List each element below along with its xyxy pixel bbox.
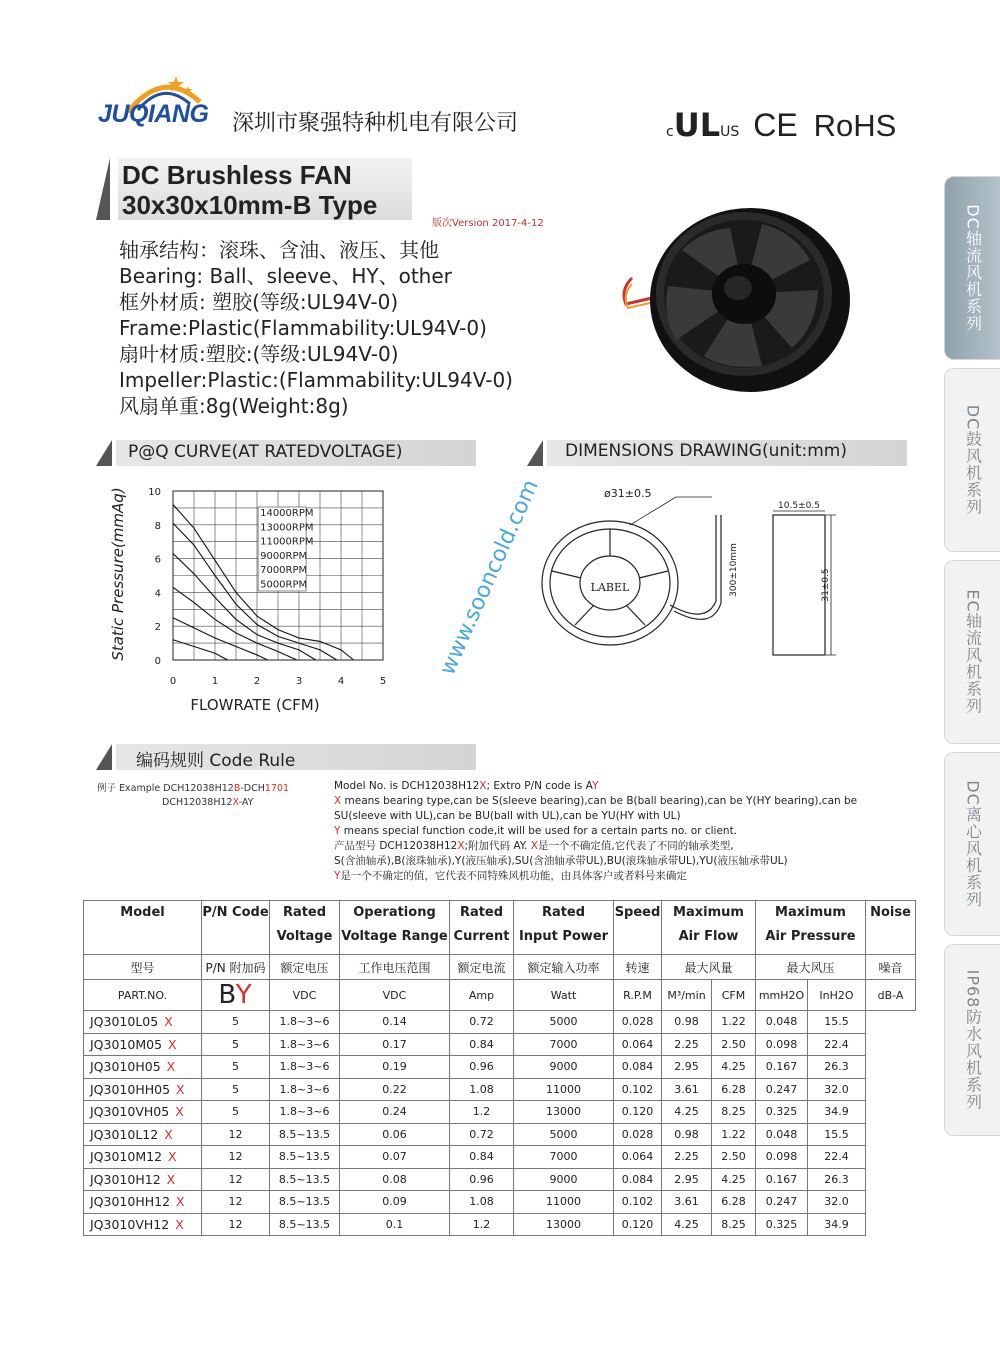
cell-cfm: 2.25 (662, 1033, 712, 1056)
side-tab-label: EC轴流风机系列 (963, 589, 983, 715)
cell-watt: 0.96 (450, 1056, 514, 1079)
header-air-flow: Maximum Air Flow (662, 901, 756, 955)
header-cn: P/N 附加码 (202, 955, 270, 980)
cell-cfm: 3.61 (662, 1191, 712, 1214)
cell-inh2o: 0.167 (756, 1168, 808, 1191)
section-title-pq: P@Q CURVE(AT RATEDVOLTAGE) (128, 442, 403, 462)
chart-x-tick-label: 0 (169, 676, 177, 687)
table-units-row (84, 980, 916, 1011)
chart-series-line (173, 587, 297, 660)
model-suffix: X (168, 1149, 177, 1165)
chart-xlabel: FLOWRATE (CFM) (190, 696, 320, 714)
chart-legend-label: 7000RPM (260, 565, 308, 577)
side-tab-label: DC轴流风机系列 (963, 204, 983, 332)
cell-cfm: 3.61 (662, 1078, 712, 1101)
cell-range: 8.5~13.5 (270, 1168, 340, 1191)
model-cell (84, 1078, 202, 1101)
cell-mmh2o: 4.25 (712, 1056, 756, 1079)
cell-range: 1.8~3~6 (270, 1078, 340, 1101)
model-suffix: X (164, 1126, 173, 1142)
cell-amp: 0.09 (340, 1191, 450, 1214)
cell-rpm: 7000 (514, 1033, 614, 1056)
model-suffix: X (166, 1171, 176, 1187)
model-suffix: X (175, 1104, 184, 1120)
cell-v: 5 (202, 1033, 270, 1056)
cell-rpm: 11000 (514, 1078, 614, 1101)
cell-rpm: 13000 (514, 1213, 614, 1236)
code-rule-text: ; Extro P/N code is A (486, 780, 593, 792)
model-number: JQ3010H05 (90, 1059, 161, 1075)
code-rule-text: 产品型号 DCH12038H12 (334, 840, 458, 852)
code-example-red: 1701 (264, 783, 290, 794)
cell-db: 32.0 (808, 1191, 866, 1214)
chart-series-line (173, 618, 268, 660)
cell-amp: 0.19 (340, 1056, 450, 1079)
header-rated-current: Rated Current (450, 901, 514, 955)
spec-line: 扇叶材质:塑胶:(等级:UL94V-0) (119, 342, 399, 366)
certification-marks (666, 106, 896, 144)
cell-mmh2o: 1.22 (712, 1011, 756, 1034)
code-rule-line: SU(sleeve with UL),can be BU(ball with UL),can be YU(HY with UL) (334, 810, 681, 822)
code-rule-red: Y (334, 825, 341, 837)
cell-inh2o: 0.247 (756, 1078, 808, 1101)
cell-m3: 0.028 (614, 1011, 662, 1034)
code-rule-line (334, 794, 934, 809)
cell-watt: 1.08 (450, 1191, 514, 1214)
table-row (84, 1168, 916, 1191)
model-number: JQ3010M12 (90, 1149, 163, 1165)
cell-range: 1.8~3~6 (270, 1033, 340, 1056)
code-example-red: X (232, 797, 239, 808)
side-tab-label: IP68防水风机系列 (963, 969, 983, 1111)
section-header-pq (116, 440, 476, 466)
cell-inh2o: 0.048 (756, 1123, 808, 1146)
chart-y-tick-label: 10 (148, 487, 161, 498)
spec-line: 轴承结构：滚珠、含油、液压、其他 (119, 238, 439, 262)
cell-watt: 0.72 (450, 1011, 514, 1034)
cell-inh2o: 0.325 (756, 1213, 808, 1236)
code-rule-line (334, 779, 934, 794)
cell-mmh2o: 1.22 (712, 1123, 756, 1146)
cell-range: 1.8~3~6 (270, 1011, 340, 1034)
cell-mmh2o: 6.28 (712, 1078, 756, 1101)
cell-m3: 0.064 (614, 1146, 662, 1169)
header-cn: 最大风量 (662, 955, 756, 980)
cell-db: 26.3 (808, 1056, 866, 1079)
cell-amp: 0.14 (340, 1011, 450, 1034)
cell-range: 8.5~13.5 (270, 1213, 340, 1236)
header-cn: 工作电压范围 (340, 955, 450, 980)
cell-cfm: 0.98 (662, 1123, 712, 1146)
chart-y-tick-label: 8 (154, 520, 161, 532)
cell-rpm: 13000 (514, 1101, 614, 1124)
cell-m3: 0.102 (614, 1191, 662, 1214)
unit-cell: VDC (270, 980, 340, 1011)
code-rule-line: S(含油轴承),B(滚珠轴承),Y(液压轴承),SU(含油轴承带UL),BU(滚珠轴承带UL),YU(液压轴承带UL) (334, 855, 788, 867)
chart-legend-label: 13000RPM (260, 522, 314, 534)
unit-cell: Watt (514, 980, 614, 1011)
side-tab-dc-axial[interactable] (944, 176, 1000, 360)
cell-range: 1.8~3~6 (270, 1101, 340, 1124)
header-cn: 额定电压 (270, 955, 340, 980)
cell-mmh2o: 8.25 (712, 1101, 756, 1124)
unit-cell: R.P.M (614, 980, 662, 1011)
model-number: JQ3010H12 (90, 1171, 161, 1187)
product-title: DC Brushless FAN (122, 160, 352, 190)
section-header-dimensions (547, 440, 907, 466)
model-cell (84, 1213, 202, 1236)
cell-cfm: 0.98 (662, 1011, 712, 1034)
cell-m3: 0.120 (614, 1101, 662, 1124)
company-name: 深圳市聚强特种机电有限公司 (232, 111, 519, 136)
header-cn: 转速 (614, 955, 662, 980)
dimension-lead-length: 300±10mm (729, 543, 739, 597)
cell-db: 15.5 (808, 1011, 866, 1034)
model-suffix: X (164, 1014, 173, 1030)
cell-amp: 0.08 (340, 1168, 450, 1191)
cell-amp: 0.06 (340, 1123, 450, 1146)
cell-db: 32.0 (808, 1078, 866, 1101)
cell-db: 22.4 (808, 1033, 866, 1056)
code-example-text: 例子 Example DCH12038H12 (97, 783, 234, 794)
unit-cell: mmH2O (756, 980, 808, 1011)
code-example-text: DCH12038H12 (162, 797, 233, 808)
chart-ylabel: Static Pressure(mmAq) (109, 487, 127, 661)
side-tab-dc-centrifugal[interactable] (944, 752, 1000, 936)
model-suffix: X (175, 1216, 184, 1232)
model-cell (84, 1056, 202, 1079)
cell-db: 22.4 (808, 1146, 866, 1169)
cell-cfm: 2.25 (662, 1146, 712, 1169)
cell-watt: 0.96 (450, 1168, 514, 1191)
cell-mmh2o: 2.50 (712, 1033, 756, 1056)
code-rule-text: 是一个不确定的值，它代表不同特殊风机功能，由具体客户或者料号来确定 (340, 870, 687, 882)
cell-inh2o: 0.167 (756, 1056, 808, 1079)
cell-cfm: 4.25 (662, 1101, 712, 1124)
table-header-cn-row (84, 955, 916, 980)
dimension-depth: 10.5±0.5 (778, 501, 820, 511)
cell-watt: 1.08 (450, 1078, 514, 1101)
cell-m3: 0.084 (614, 1056, 662, 1079)
header-cn: 最大风压 (756, 955, 866, 980)
code-rule-red: Y (334, 870, 341, 882)
unit-cell: M³/min (662, 980, 712, 1011)
dimension-label-text: LABEL (590, 581, 630, 594)
dimension-diameter: ø31±0.5 (604, 487, 652, 500)
chart-legend-label: 9000RPM (260, 550, 308, 562)
model-cell (84, 1011, 202, 1034)
cell-watt: 0.84 (450, 1146, 514, 1169)
cell-mmh2o: 6.28 (712, 1191, 756, 1214)
section-wedge-icon (96, 440, 112, 466)
code-rule-red: X (457, 840, 465, 852)
side-tab-label: DC鼓风机系列 (963, 404, 983, 516)
spec-line: Bearing: Ball、sleeve、HY、other (119, 264, 452, 288)
chart-x-tick-label: 4 (337, 676, 345, 687)
cell-v: 12 (202, 1168, 270, 1191)
chart-legend-label: 5000RPM (260, 579, 308, 591)
cell-watt: 1.2 (450, 1101, 514, 1124)
model-cell (84, 1033, 202, 1056)
cell-m3: 0.102 (614, 1078, 662, 1101)
model-number: JQ3010VH12 (90, 1216, 170, 1232)
chart-x-tick-label: 2 (253, 676, 261, 687)
model-number: JQ3010L12 (90, 1126, 159, 1142)
section-title-code-rule: 编码规则 Code Rule (136, 751, 296, 771)
product-subtitle: 30x30x10mm-B Type (122, 190, 378, 220)
side-tab-dc-blower[interactable] (944, 368, 1000, 552)
cell-inh2o: 0.325 (756, 1101, 808, 1124)
unit-cell: PART.NO. (84, 980, 202, 1011)
model-suffix: X (166, 1059, 176, 1075)
code-rule-red: X (334, 795, 342, 807)
cell-inh2o: 0.048 (756, 1011, 808, 1034)
cell-rpm: 5000 (514, 1011, 614, 1034)
model-number: JQ3010L05 (90, 1014, 159, 1030)
table-row (84, 1056, 916, 1079)
pq-curve-chart (95, 478, 405, 718)
cell-amp: 0.24 (340, 1101, 450, 1124)
cell-range: 8.5~13.5 (270, 1146, 340, 1169)
chart-y-tick-label: 6 (154, 554, 161, 566)
section-wedge-icon (96, 744, 112, 770)
chart-legend-label: 14000RPM (260, 508, 314, 519)
cell-cfm: 4.25 (662, 1213, 712, 1236)
ce-mark: CE (753, 107, 798, 143)
ul-mark-icon: UL (673, 106, 721, 144)
code-rule-text: means special function code,it will be used for a certain parts no. or client. (340, 825, 738, 837)
code-rule-description (334, 779, 934, 884)
code-rule-text: means bearing type,can be S(sleeve bearing),can be B(ball bearing),can be Y(HY bearing),can be (341, 795, 858, 807)
cell-db: 34.9 (808, 1101, 866, 1124)
chart-x-tick-label: 3 (295, 676, 303, 687)
table-header-row (84, 901, 916, 955)
cell-range: 8.5~13.5 (270, 1123, 340, 1146)
title-wedge-decoration (96, 158, 110, 220)
spec-line: 框外材质: 塑胶(等级:UL94V-0) (119, 290, 399, 314)
model-number: JQ3010VH05 (90, 1104, 170, 1120)
header-speed: Speed (614, 901, 662, 955)
code-example (97, 782, 289, 795)
code-rule-line (334, 824, 934, 839)
header-cn: 型号 (84, 955, 202, 980)
unit-cell: CFM (712, 980, 756, 1011)
watermark-url: www.sooncold.com (435, 476, 544, 679)
table-row (84, 1213, 916, 1236)
header-cn: 额定电流 (450, 955, 514, 980)
unit-cell: VDC (340, 980, 450, 1011)
spec-line: Impeller:Plastic:(Flammability:UL94V-0) (119, 368, 513, 392)
version-note: 版次Version 2017-4-12 (432, 218, 544, 229)
chart-x-tick-label: 5 (379, 676, 387, 687)
dimension-height: 31±0.5 (821, 568, 831, 602)
cell-db: 15.5 (808, 1123, 866, 1146)
cell-rpm: 9000 (514, 1168, 614, 1191)
side-tab-ip68[interactable] (944, 944, 1000, 1136)
cell-watt: 0.72 (450, 1123, 514, 1146)
header-air-pressure: Maximum Air Pressure (756, 901, 866, 955)
cell-range: 1.8~3~6 (270, 1056, 340, 1079)
model-number: JQ3010M05 (90, 1036, 163, 1052)
pn-code-cell (202, 980, 270, 1011)
model-suffix: X (176, 1081, 185, 1097)
model-cell (84, 1146, 202, 1169)
chart-x-tick-label: 1 (211, 676, 219, 687)
model-number: JQ3010HH05 (90, 1081, 171, 1097)
cell-v: 12 (202, 1123, 270, 1146)
cell-amp: 0.1 (340, 1213, 450, 1236)
model-cell (84, 1191, 202, 1214)
cert-us: US (720, 124, 740, 140)
header-noise: Noise (866, 901, 916, 955)
cell-v: 12 (202, 1146, 270, 1169)
header-rated-voltage: Rated Voltage (270, 901, 340, 955)
spec-table (83, 900, 916, 1236)
pn-code-b: B (218, 980, 236, 1010)
model-suffix: X (168, 1036, 177, 1052)
fan-product-image (612, 170, 852, 410)
code-rule-line (334, 839, 934, 854)
cell-amp: 0.07 (340, 1146, 450, 1169)
code-example-text: -AY (238, 797, 254, 808)
cell-cfm: 2.95 (662, 1168, 712, 1191)
table-row (84, 1191, 916, 1214)
spec-line: 风扇单重:8g(Weight:8g) (119, 394, 349, 418)
code-rule-red: Y (592, 780, 599, 792)
spec-line: Frame:Plastic(Flammability:UL94V-0) (119, 316, 487, 340)
cell-m3: 0.028 (614, 1123, 662, 1146)
dimensions-drawing (530, 475, 860, 670)
code-example-red: B (233, 783, 241, 794)
cell-v: 5 (202, 1056, 270, 1079)
cell-rpm: 9000 (514, 1056, 614, 1079)
header-cn: 噪音 (866, 955, 916, 980)
cell-amp: 0.22 (340, 1078, 450, 1101)
cell-v: 5 (202, 1011, 270, 1034)
header-voltage-range: Operationg Voltage Range (340, 901, 450, 955)
model-cell (84, 1101, 202, 1124)
cell-v: 12 (202, 1213, 270, 1236)
cell-rpm: 11000 (514, 1191, 614, 1214)
cell-inh2o: 0.098 (756, 1146, 808, 1169)
cell-amp: 0.17 (340, 1033, 450, 1056)
model-cell (84, 1168, 202, 1191)
code-rule-red: X (530, 840, 538, 852)
model-number: JQ3010HH12 (90, 1194, 171, 1210)
code-rule-text: 是一个不确定值,它代表了不同的轴承类型, (537, 840, 734, 852)
cell-watt: 1.2 (450, 1213, 514, 1236)
table-row (84, 1146, 916, 1169)
table-row (84, 1011, 916, 1034)
code-rule-red: X (479, 780, 487, 792)
cell-range: 8.5~13.5 (270, 1191, 340, 1214)
cell-inh2o: 0.098 (756, 1033, 808, 1056)
cell-cfm: 2.95 (662, 1056, 712, 1079)
spec-list (119, 237, 513, 419)
cell-mmh2o: 2.50 (712, 1146, 756, 1169)
code-rule-line (334, 869, 934, 884)
code-rule-text: Model No. is DCH12038H12 (334, 780, 480, 792)
header-cn: 额定输入功率 (514, 955, 614, 980)
cell-db: 26.3 (808, 1168, 866, 1191)
table-row (84, 1123, 916, 1146)
cell-db: 34.9 (808, 1213, 866, 1236)
code-rule-text: ;附加代码 AY. (464, 840, 531, 852)
chart-y-tick-label: 2 (154, 622, 161, 634)
cell-m3: 0.120 (614, 1213, 662, 1236)
side-tab-label: DC离心风机系列 (963, 780, 983, 908)
rohs-mark: RoHS (813, 108, 897, 143)
code-example-2 (162, 797, 253, 808)
cell-v: 5 (202, 1078, 270, 1101)
cell-rpm: 5000 (514, 1123, 614, 1146)
side-tab-ec-axial[interactable] (944, 560, 1000, 744)
unit-cell: Amp (450, 980, 514, 1011)
table-row (84, 1101, 916, 1124)
section-title-dimensions: DIMENSIONS DRAWING(unit:mm) (565, 441, 848, 461)
cell-m3: 0.064 (614, 1033, 662, 1056)
chart-series-line (173, 640, 228, 660)
cell-watt: 0.84 (450, 1033, 514, 1056)
section-wedge-icon (527, 440, 543, 466)
cell-mmh2o: 4.25 (712, 1168, 756, 1191)
table-row (84, 1078, 916, 1101)
section-header-code-rule (116, 744, 476, 770)
chart-legend-label: 11000RPM (260, 536, 314, 548)
company-logo: JUQIANG (98, 100, 209, 128)
cell-rpm: 7000 (514, 1146, 614, 1169)
cert-c: c (666, 124, 674, 140)
cell-v: 5 (202, 1101, 270, 1124)
table-row (84, 1033, 916, 1056)
header-pn-code: P/N Code (202, 901, 270, 955)
model-suffix: X (176, 1194, 185, 1210)
unit-cell: dB-A (866, 980, 916, 1011)
header-input-power: Rated Input Power (514, 901, 614, 955)
chart-y-tick-label: 4 (154, 588, 161, 600)
unit-cell: InH2O (808, 980, 866, 1011)
pn-code-y: Y (235, 980, 253, 1010)
cell-mmh2o: 8.25 (712, 1213, 756, 1236)
cell-v: 12 (202, 1191, 270, 1214)
chart-legend-box (258, 507, 306, 591)
chart-y-tick-label: 0 (154, 656, 161, 667)
model-cell (84, 1123, 202, 1146)
header-model: Model (84, 901, 202, 955)
cell-m3: 0.084 (614, 1168, 662, 1191)
code-example-text: -DCH (240, 783, 265, 794)
cell-inh2o: 0.247 (756, 1191, 808, 1214)
